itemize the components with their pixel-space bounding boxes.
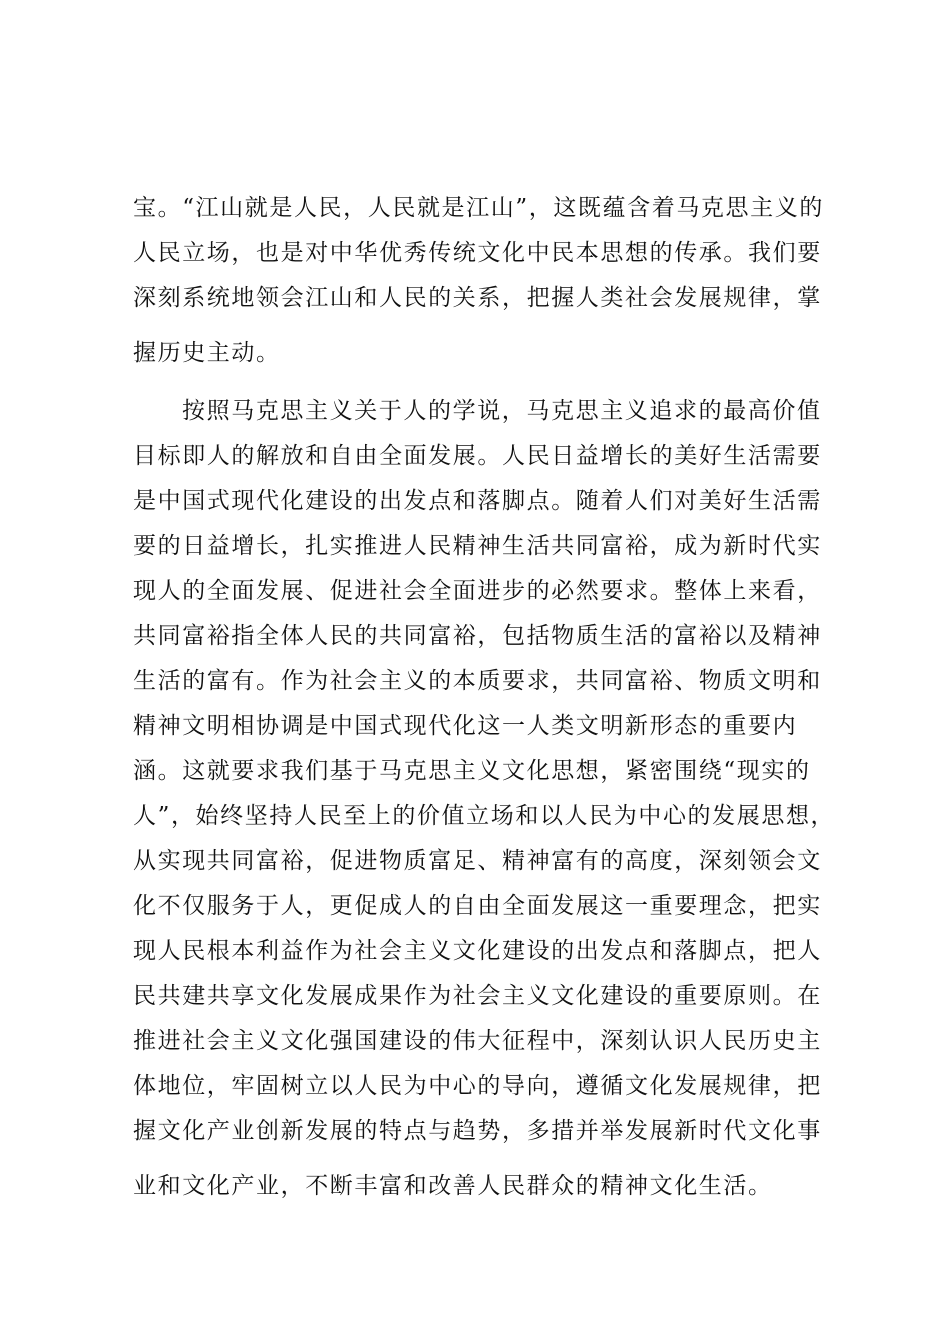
paragraph-2-line-15: 推进社会主义文化强国建设的伟大征程中，深刻认识人民历史主 [133,1028,822,1054]
paragraph-2-line-1: 按照马克思主义关于人的学说，马克思主义追求的最高价值 [182,398,822,424]
paragraph-1-line-4: 握历史主动。 [133,340,281,366]
paragraph-2-line-18: 业和文化产业，不断丰富和改善人民群众的精神文化生活。 [133,1173,773,1199]
paragraph-2-line-9: 涵。这就要求我们基于马克思主义文化思想，紧密围绕“现实的 [133,758,811,784]
paragraph-2-line-2: 目标即人的解放和自由全面发展。人民日益增长的美好生活需要 [133,443,822,469]
paragraph-2-line-3: 是中国式现代化建设的出发点和落脚点。随着人们对美好生活需 [133,488,822,514]
paragraph-2-line-6: 共同富裕指全体人民的共同富裕，包括物质生活的富裕以及精神 [133,623,822,649]
paragraph-2-line-16: 体地位，牢固树立以人民为中心的导向，遵循文化发展规律，把 [133,1073,822,1099]
paragraph-2-line-13: 现人民根本利益作为社会主义文化建设的出发点和落脚点，把人 [133,938,822,964]
paragraph-1-line-2: 人民立场，也是对中华优秀传统文化中民本思想的传承。我们要 [133,240,822,266]
paragraph-1-line-1: 宝。“江山就是人民，人民就是江山”，这既蕴含着马克思主义的 [133,195,824,221]
paragraph-2-line-17: 握文化产业创新发展的特点与趋势，多措并举发展新时代文化事 [133,1118,822,1144]
paragraph-2-line-8: 精神文明相协调是中国式现代化这一人类文明新形态的重要内 [133,713,798,739]
paragraph-2-line-5: 现人的全面发展、促进社会全面进步的必然要求。整体上来看， [133,578,822,604]
paragraph-2-line-12: 化不仅服务于人，更促成人的自由全面发展这一重要理念，把实 [133,893,822,919]
paragraph-2-line-14: 民共建共享文化发展成果作为社会主义文化建设的重要原则。在 [133,983,822,1009]
paragraph-2-line-7: 生活的富有。作为社会主义的本质要求，共同富裕、物质文明和 [133,668,822,694]
paragraph-2-line-4: 要的日益增长，扎实推进人民精神生活共同富裕，成为新时代实 [133,533,822,559]
paragraph-2-line-10: 人”，始终坚持人民至上的价值立场和以人民为中心的发展思想， [133,803,836,829]
paragraph-2-line-11: 从实现共同富裕，促进物质富足、精神富有的高度，深刻领会文 [133,848,822,874]
paragraph-1-line-3: 深刻系统地领会江山和人民的关系，把握人类社会发展规律，掌 [133,285,822,311]
